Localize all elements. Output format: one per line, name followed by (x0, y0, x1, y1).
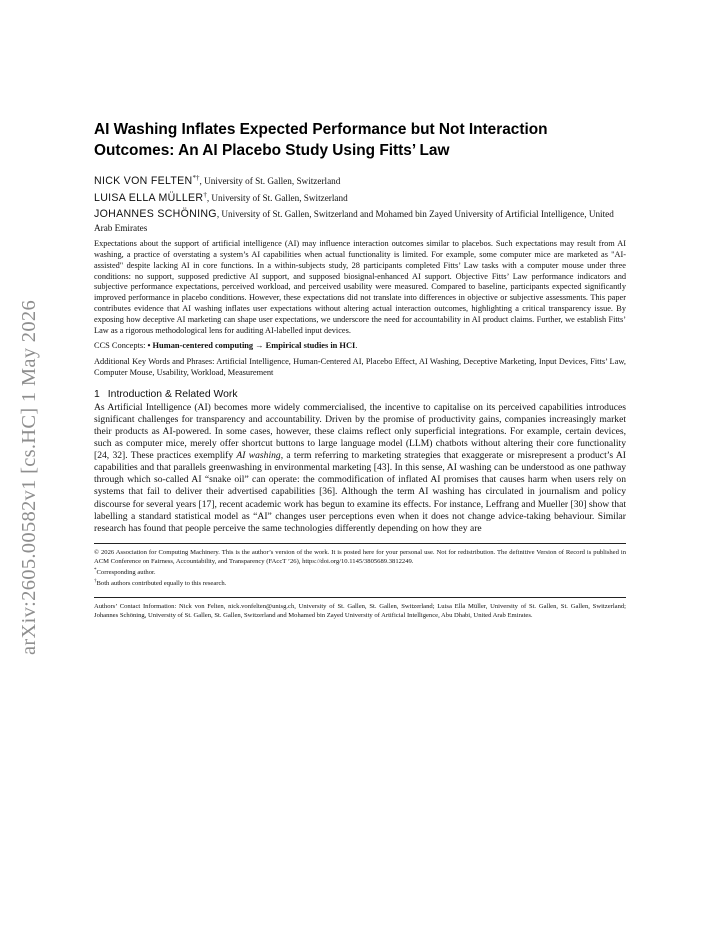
author-marks: † (203, 190, 207, 199)
ccs-end: . (355, 341, 358, 351)
section-number: 1 (94, 388, 100, 400)
paper-title (94, 120, 626, 161)
footnote-text: Both authors contributed equally to this research. (96, 580, 227, 588)
author-name: LUISA ELLA MÜLLER (94, 191, 204, 204)
ccs-label: CCS Concepts: (94, 341, 148, 351)
intro-emphasis: AI washing (236, 450, 281, 462)
section-heading (94, 389, 626, 400)
footnotes (94, 548, 626, 589)
footnote-mark: † (94, 579, 97, 585)
author-name: JOHANNES SCHÖNING (94, 208, 217, 221)
author-affiliation: , University of St. Gallen, Switzerland (206, 192, 348, 203)
intro-text-a: As Artificial Intelligence (AI) becomes more widely commercialised, the incentive to capitalise on its perceived capabilities introduces significant challenges for transparency and accountability. Driven by the promise of productivity gains, companies increasingly market their products as AI-powered. In some cases, however, these claims reflect only superficial integrations. For example, certain devices, such as computer mice, merely offer shortcut buttons to large language model (LLM) chatbots without altering their core functionality [24, 32]. These practices exemplify (94, 401, 626, 462)
author-2 (94, 189, 626, 206)
contact-text: Authors’ Contact Information: Nick von Felten, nick.vonfelten@unisg.ch, University of St. Gallen, St. Gallen, Switzerland; Luisa Ella Müller, University of St. Gallen, St. Gallen, Switzerland; Johannes Schöning, University of St. Gallen, St. Gallen, Switzerland and Mohamed bin Zayed University of Artificial Intelligence, Abu Dhabi, United Arab Emirates. (94, 602, 626, 619)
intro-text-b: , a term referring to marketing strategies that exaggerate or misrepresent a product’s AI capabilities and that parallels greenwashing in environmental marketing [43]. In this sense, AI washing can be understood as one pathway through which so-called AI “snake oil” can operate: the commodification of inflated AI promises that causes harm when users rely on systems that fail to deliver their advertised capabilities [36]. Although the term AI washing has circulated in journalism and policy discourse for several years [17], recent academic work has begun to examine its effects. For instance, Leffrang and Mueller [30] show that labelling a standard statistical model as “AI” changes user perceptions even when it does not change advice-taking behaviour. Similar research has found that people perceive the same technologies differently depending on how they are (94, 450, 626, 534)
author-3 (94, 205, 626, 235)
arxiv-identifier (18, 260, 44, 660)
footnote-text: Corresponding author. (96, 569, 156, 577)
author-marks: *† (192, 174, 200, 182)
footnote-divider (94, 543, 626, 544)
section-title: Introduction & Related Work (107, 388, 238, 400)
paper-page (94, 120, 626, 620)
author-name: NICK VON FELTEN (94, 175, 193, 188)
intro-paragraph (94, 402, 626, 535)
footnote-corresponding (94, 566, 626, 577)
copyright-notice: © 2026 Association for Computing Machinery. This is the author’s version of the work. It is posted here for your personal use. Not for redistribution. The definitive Version of Record is published in ACM Conference on Fairness, Accountability, and Transparency (FAccT ’26), https://doi.org/10.1145/3805689.3812249. (94, 548, 626, 565)
abstract: Expectations about the support of artificial intelligence (AI) may influence interaction outcomes similar to placebos. Such expectations may result from AI washing, a practice of overstating a system’s AI capabilities when actual functionality is limited. For example, some computer mice are marketed as "AI-assisted" despite lacking AI in core functions. In a within-subjects study, 28 participants completed Fitts’ Law tasks with a computer mouse under three conditions: no support, supposed predictive AI support, and supposed biosignal-enhanced AI support. Objective Fitts’ Law performance indicators and subjective performance expectations, perceived workload, and perceived usability were measured. Compared to baseline, participants expected significantly improved performance in placebo conditions. However, these expectations did not translate into differences in objective or subjective assessments. This paper contributes evidence that AI washing inflates user expectations without altering actual interaction outcomes, highlighting a critical transparency issue. By exposing how deceptive AI marketing can shape user expectations, we underscore the need for accountability in AI product claims. Further, we establish Fitts’ Law as a rigorous methodological lens for auditing AI-labelled input devices. (94, 239, 626, 335)
ccs-concepts (94, 341, 626, 352)
footnote-equal (94, 577, 626, 588)
arxiv-identifier-text: arXiv:2605.00582v1 [cs.HC] 1 May 2026 (18, 299, 40, 655)
footnote-mark: * (94, 567, 97, 573)
author-list (94, 172, 626, 235)
paper-title-line-2: Outcomes: An AI Placebo Study Using Fitts’ Law (94, 141, 450, 159)
ccs-concept: • Human-centered computing → Empirical studies in HCI (147, 341, 356, 351)
contact-info (94, 602, 626, 620)
contact-divider (94, 597, 626, 598)
paper-title-line-1: AI Washing Inflates Expected Performance but Not Interaction (94, 121, 548, 138)
author-affiliation: , University of St. Gallen, Switzerland (199, 176, 341, 187)
author-1 (94, 172, 626, 189)
keywords: Additional Key Words and Phrases: Artificial Intelligence, Human-Centered AI, Placebo Effect, AI Washing, Deceptive Marketing, Input Devices, Fitts’ Law, Computer Mouse, Usability, Workload, Measurement (94, 357, 626, 377)
author-affiliation: , University of St. Gallen, Switzerland and Mohamed bin Zayed University of Artificial Intelligence, United Arab Emirates (94, 209, 614, 233)
